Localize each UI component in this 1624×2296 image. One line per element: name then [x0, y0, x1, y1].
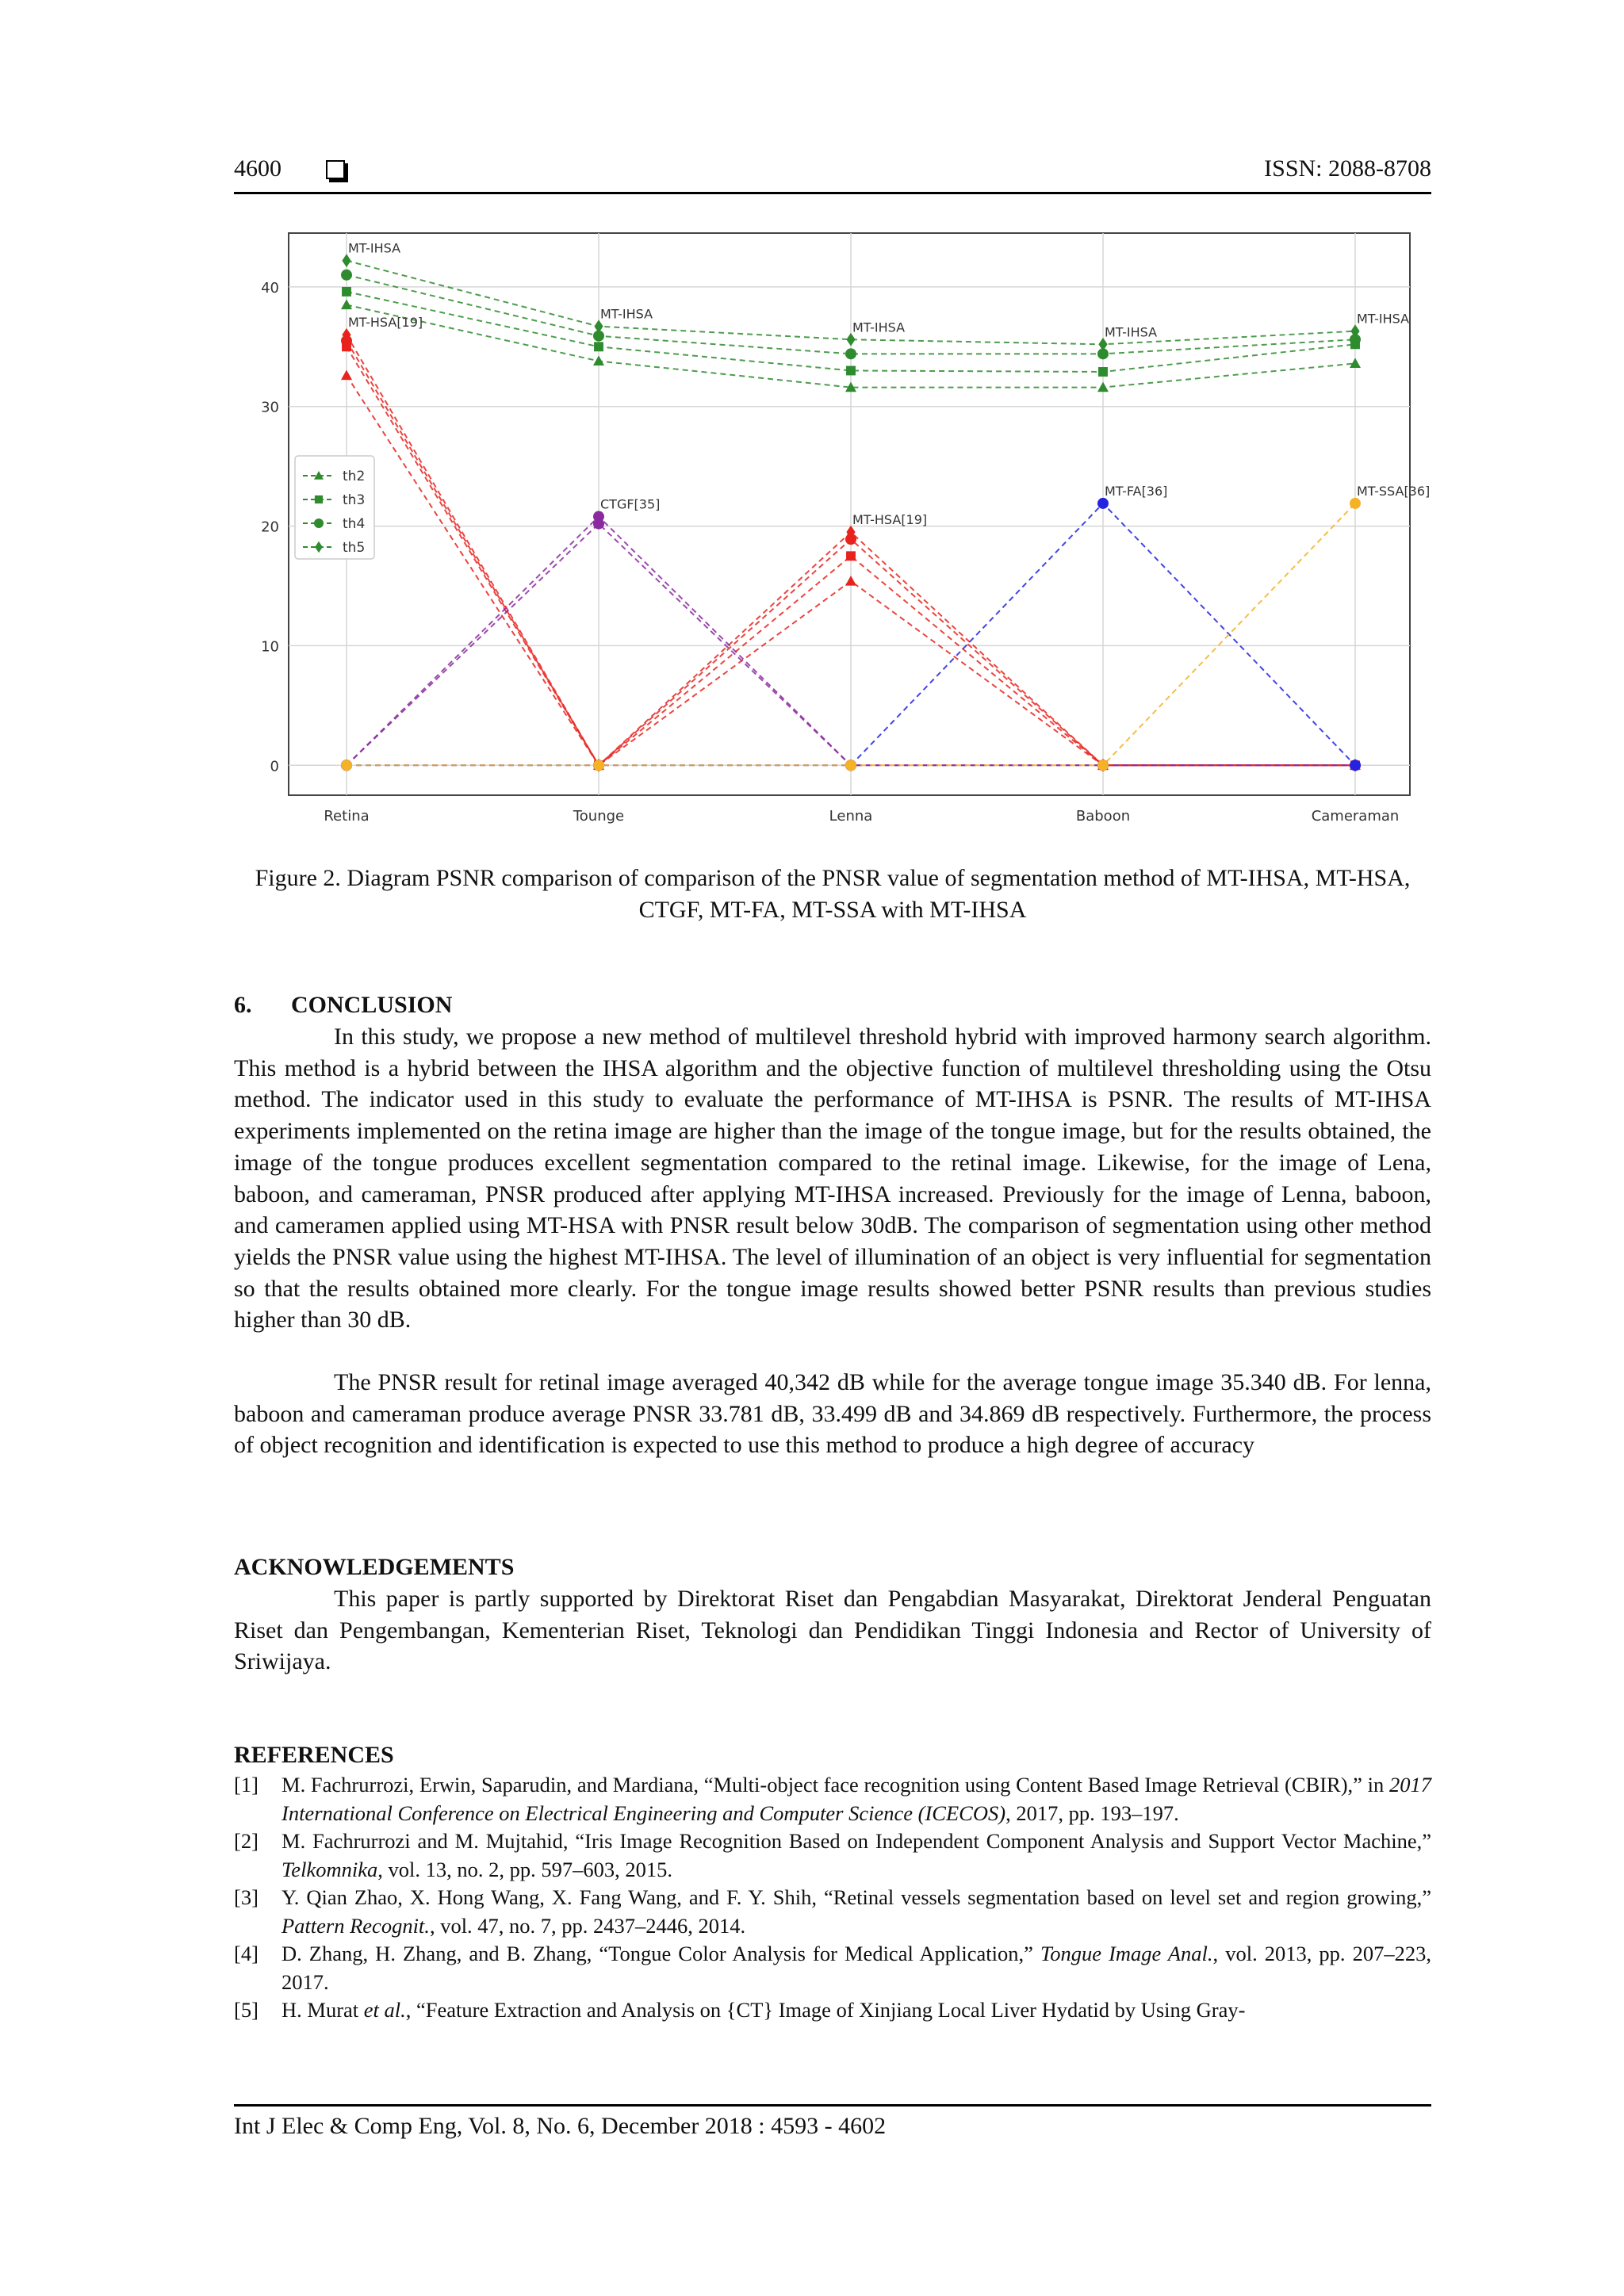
- reference-venue: Tongue Image Anal.: [1040, 1942, 1213, 1965]
- annotation-label: MT-FA[36]: [1105, 483, 1168, 499]
- reference-number: [1]: [234, 1773, 259, 1797]
- data-point: [341, 760, 352, 771]
- data-point: [1097, 760, 1109, 771]
- y-tick-label: 10: [261, 638, 279, 656]
- annotation-label: MT-IHSA: [348, 240, 401, 256]
- reference-body: D. Zhang, H. Zhang, and B. Zhang, “Tongue Color Analysis for Medical Application,”: [282, 1942, 1040, 1965]
- data-point: [314, 519, 324, 528]
- data-point: [1097, 498, 1109, 509]
- legend-label: th3: [343, 492, 366, 508]
- data-point: [845, 760, 856, 771]
- reference-text: [282, 1827, 1431, 1884]
- section-number: 6.: [234, 992, 252, 1018]
- reference-details: , 2017, pp. 193–197.: [1005, 1800, 1179, 1825]
- figure-caption: Figure 2. Diagram PSNR comparison of comparison of the PNSR value of segmentation method of MT-IHSA, MT-HSA, CTGF, MT-FA, MT-SSA with MT-IHSA: [255, 865, 1411, 923]
- reference-text: [282, 1884, 1431, 1940]
- reference-body: M. Fachrurrozi and M. Mujtahid, “Iris Image Recognition Based on Independent Component Analysis and Support Vector Machine,”: [282, 1829, 1431, 1853]
- reference-item: [234, 1884, 1431, 1940]
- annotation-label: CTGF[35]: [600, 496, 661, 512]
- annotation-label: MT-IHSA: [1357, 311, 1410, 327]
- reference-details: , vol. 13, no. 2, pp. 597–603, 2015.: [377, 1857, 672, 1881]
- x-tick-label: Tounge: [573, 808, 625, 825]
- data-point: [342, 287, 351, 297]
- data-point: [846, 366, 856, 376]
- data-point: [845, 348, 856, 359]
- reference-item: [234, 1940, 1431, 1996]
- page-number: 4600: [234, 155, 282, 182]
- acknowledgements-text: This paper is partly supported by Direktorat Riset dan Pengabdian Masyarakat, Direktorat Jenderal Penguatan Riset dan Pengembangan, Kementerian Riset, Teknologi dan Pendidikan Tinggi Indonesia and Rector of University of Sriwijaya.: [234, 1586, 1431, 1675]
- reference-text: [282, 1771, 1431, 1827]
- reference-details: , vol. 47, no. 7, pp. 2437–2446, 2014.: [429, 1913, 746, 1938]
- reference-body: H. Murat: [282, 1998, 364, 2022]
- reference-text: [282, 1940, 1431, 1996]
- section-title: CONCLUSION: [291, 992, 453, 1018]
- reference-number: [2]: [234, 1829, 259, 1853]
- legend: [295, 456, 374, 559]
- y-tick-label: 0: [270, 758, 279, 775]
- psnr-chart: [261, 230, 1431, 832]
- reference-number: [4]: [234, 1942, 259, 1965]
- annotation-label: MT-IHSA: [600, 306, 653, 322]
- reference-venue: Pattern Recognit.: [282, 1913, 430, 1938]
- annotation-label: MT-HSA[19]: [348, 315, 423, 331]
- conclusion-heading: [234, 989, 452, 1021]
- reference-body: Y. Qian Zhao, X. Hong Wang, X. Fang Wang, and F. Y. Shih, “Retinal vessels segmentation based on level set and region growing,”: [282, 1885, 1431, 1909]
- box-icon: [326, 160, 345, 179]
- data-point: [1098, 367, 1108, 377]
- x-tick-label: Retina: [324, 808, 370, 825]
- annotation-label: MT-IHSA: [1105, 324, 1158, 340]
- legend-label: th4: [343, 516, 366, 532]
- reference-venue: Telkomnika: [282, 1857, 378, 1881]
- annotation-label: MT-SSA[36]: [1357, 483, 1431, 499]
- reference-details: , “Feature Extraction and Analysis on {CT} Image of Xinjiang Local Liver Hydatid by Using Gray-: [405, 1998, 1246, 2022]
- data-point: [593, 760, 604, 771]
- conclusion-paragraph-1: In this study, we propose a new method of multilevel threshold hybrid with improved harmony search algorithm. This method is a hybrid between the IHSA algorithm and the objective function of multilevel thresholding using the Otsu method. The indicator used in this study to evaluate the performance of MT-IHSA is PSNR. The results of MT-IHSA experiments implemented on the retina image are higher than the image of the tongue image, but for the results obtained, the image of the tongue produces excellent segmentation compared to the retinal image. Likewise, for the image of Lena, baboon, and cameraman, PNSR produced after applying MT-IHSA increased. Previously for the image of Lenna, baboon, and cameramen applied using MT-HSA with PNSR result below 30dB. The comparison of segmentation using other method yields the PNSR value using the highest MT-IHSA. The level of illumination of an object is very influential for segmentation so that the results obtained more clearly. For the tongue image results showed better PSNR results than previous studies higher than 30 dB.: [234, 1024, 1431, 1334]
- reference-venue: et al.: [363, 1998, 406, 2022]
- plot-frame: [289, 233, 1410, 795]
- data-point: [593, 511, 604, 522]
- page-footer: Int J Elec & Comp Eng, Vol. 8, No. 6, December 2018 : 4593 - 4602: [234, 2104, 1431, 2140]
- reference-details: , vol. 2013, pp. 207–223, 2017.: [282, 1942, 1431, 1994]
- y-tick-label: 20: [261, 519, 279, 536]
- page-header: [234, 155, 1431, 194]
- reference-body: M. Fachrurrozi, Erwin, Saparudin, and Mardiana, “Multi-object face recognition using Content Based Image Retrieval (CBIR),” in: [282, 1773, 1389, 1797]
- acknowledgements-heading: ACKNOWLEDGEMENTS: [234, 1554, 515, 1580]
- issn-label: ISSN: 2088-8708: [1264, 155, 1431, 182]
- data-point: [846, 551, 856, 561]
- references-heading: REFERENCES: [234, 1742, 394, 1768]
- reference-list: [234, 1771, 1431, 2025]
- x-tick-label: Lenna: [829, 808, 873, 825]
- y-tick-label: 40: [261, 279, 279, 297]
- reference-item: [234, 1771, 1431, 1827]
- reference-venue: 2017 International Conference on Electrical Engineering and Computer Science (ICECOS): [282, 1773, 1431, 1825]
- conclusion-paragraph-2: The PNSR result for retinal image averaged 40,342 dB while for the average tongue image 35.340 dB. For lenna, baboon and cameraman produce average PNSR 33.781 dB, 33.499 dB and 34.869 dB respectively. Furthermore, the process of object recognition and identification is expected to use this method to produce a high degree of accuracy: [234, 1369, 1431, 1459]
- reference-item: [234, 1827, 1431, 1884]
- data-point: [341, 270, 352, 281]
- reference-number: [3]: [234, 1885, 259, 1909]
- data-point: [1350, 498, 1361, 509]
- reference-item: [234, 1996, 1431, 2025]
- data-point: [315, 496, 323, 503]
- x-tick-label: Cameraman: [1311, 808, 1400, 825]
- data-point: [1350, 760, 1361, 771]
- annotation-label: MT-HSA[19]: [852, 512, 928, 528]
- annotation-label: MT-IHSA: [852, 320, 906, 335]
- reference-text: [282, 1996, 1431, 2025]
- data-point: [594, 342, 603, 351]
- legend-label: th5: [343, 540, 366, 556]
- y-tick-label: 30: [261, 399, 279, 416]
- x-tick-label: Baboon: [1075, 808, 1131, 825]
- legend-label: th2: [343, 469, 366, 484]
- reference-number: [5]: [234, 1998, 259, 2022]
